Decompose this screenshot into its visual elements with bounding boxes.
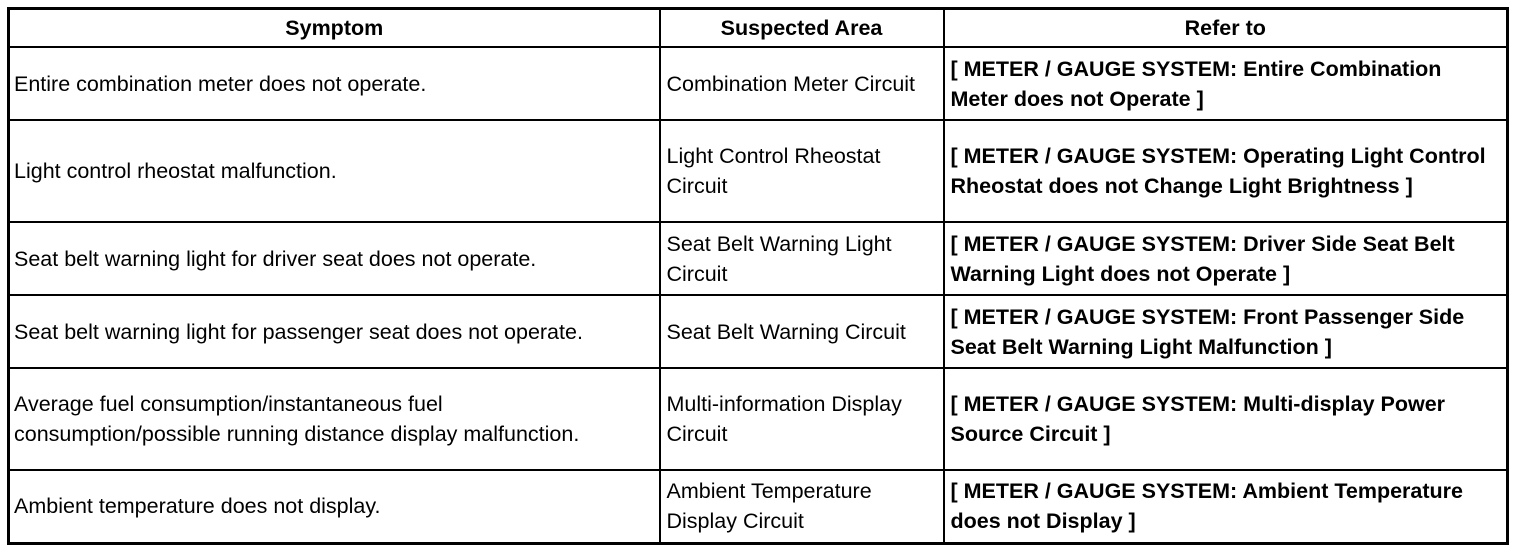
header-symptom: Symptom (9, 9, 660, 48)
table-row (9, 222, 1508, 295)
symptom-cell: Entire combination meter does not operate. (9, 47, 660, 120)
refer-to-link[interactable]: [ METER / GAUGE SYSTEM: Multi-display Power Source Circuit ] (944, 368, 1508, 470)
table-row (9, 120, 1508, 222)
refer-to-link[interactable]: [ METER / GAUGE SYSTEM: Operating Light Control Rheostat does not Change Light Brightness ] (944, 120, 1508, 222)
header-row (9, 9, 1508, 48)
table-row (9, 295, 1508, 368)
header-suspected-area: Suspected Area (660, 9, 944, 48)
suspected-area-cell: Multi-information Display Circuit (660, 368, 944, 470)
symptom-cell: Seat belt warning light for driver seat does not operate. (9, 222, 660, 295)
refer-to-link[interactable]: [ METER / GAUGE SYSTEM: Entire Combination Meter does not Operate ] (944, 47, 1508, 120)
suspected-area-cell: Seat Belt Warning Circuit (660, 295, 944, 368)
refer-to-link[interactable]: [ METER / GAUGE SYSTEM: Front Passenger Side Seat Belt Warning Light Malfunction ] (944, 295, 1508, 368)
suspected-area-cell: Ambient Temperature Display Circuit (660, 470, 944, 543)
symptom-table (7, 7, 1509, 545)
suspected-area-cell: Seat Belt Warning Light Circuit (660, 222, 944, 295)
table-row (9, 368, 1508, 470)
suspected-area-cell: Light Control Rheostat Circuit (660, 120, 944, 222)
table-row (9, 470, 1508, 543)
symptom-cell: Seat belt warning light for passenger seat does not operate. (9, 295, 660, 368)
symptom-cell: Light control rheostat malfunction. (9, 120, 660, 222)
refer-to-link[interactable]: [ METER / GAUGE SYSTEM: Ambient Temperature does not Display ] (944, 470, 1508, 543)
symptom-cell: Ambient temperature does not display. (9, 470, 660, 543)
suspected-area-cell: Combination Meter Circuit (660, 47, 944, 120)
header-refer-to: Refer to (944, 9, 1508, 48)
refer-to-link[interactable]: [ METER / GAUGE SYSTEM: Driver Side Seat Belt Warning Light does not Operate ] (944, 222, 1508, 295)
table-row (9, 47, 1508, 120)
symptom-cell: Average fuel consumption/instantaneous fuel consumption/possible running distance display malfunction. (9, 368, 660, 470)
